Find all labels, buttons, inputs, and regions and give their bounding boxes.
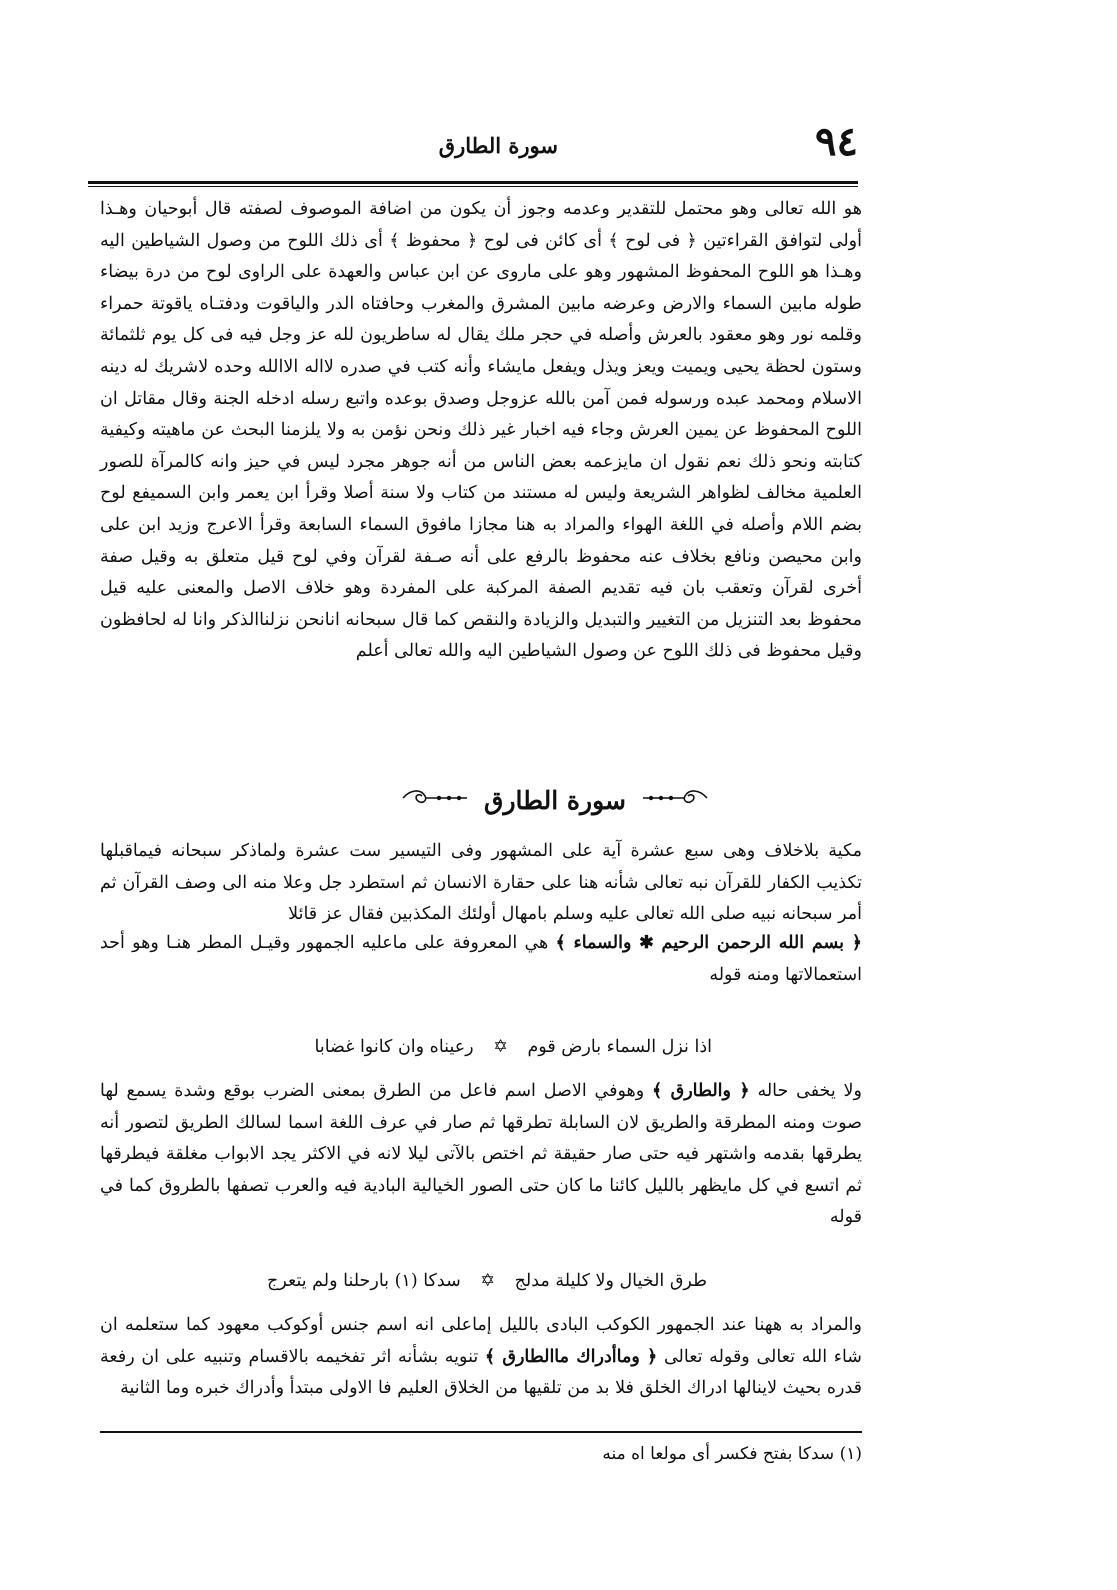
verse-hemistich-first: طرق الخيال ولا كليلة مدلج — [514, 1271, 707, 1291]
poetry-verse — [267, 1266, 707, 1296]
poetry-verse — [315, 1032, 712, 1062]
page-header — [88, 118, 858, 178]
star-paragraph — [100, 1310, 862, 1405]
verse-hemistich-second: رعيناه وان كانوا غضابا — [314, 1037, 474, 1057]
ornament-right-icon — [639, 787, 709, 814]
basmala-commentary: هي المعروفة على ماعليه الجمهور وقيـل المطر هنـا وهو أحد استعمالاتها ومنه قوله — [100, 933, 862, 985]
ornament-left-icon — [401, 787, 471, 814]
commentary-paragraph-top: هو الله تعالى وهو محتمل للتقدير وعدمه وجوز أن يكون من اضافة الموصوف لصفته قال أبوحيان وهـذا أولى لتوافق القراءتين ﴿ فى لوح ﴾ أى كائن فى لوح ﴿ محفوظ ﴾ أى ذلك اللوح من وصول الشياطين اليه وهـذا هو اللوح المحفوظ المشهور وهو على ماروى عن ابن عباس والعهدة على الراوى لوح من درة بيضاء طوله مابين السماء والارض وعرضه مابين المشرق والمغرب وحافتاه الدر والياقوت ودفتـاه ياقوتة حمراء وقلمه نور وهو معقود بالعرش وأصله في حجر ملك يقال له ساطريون لله عز وجل فيه فى كل يوم ثلثمائة وستون لحظة يحيى ويميت ويعز ويذل ويفعل مايشاء وأنه كتب في صدره لااله الاالله وحده لاشريك له دينه الاسلام ومحمد عبده ورسوله فمن آمن بالله عزوجل وصدق بوعده واتبع رسله ادخله الجنة وقال مقاتل ان اللوح المحفوظ عن يمين العرش وجاء فيه اخبار غير ذلك ونحن نؤمن به ولا يلزمنا البحث عن ماهيته وكيفية كتابته ونحو ذلك نعم نقول ان مايزعمه بعض الناس من أنه جوهر مجرد ليس في حيز وانه كالمرآة للصور العلمية مخالف لظواهر الشريعة وليس له مستند من كتاب ولا سنة أصلا وقرأ ابن يعمر وابن السميفع لوح بضم اللام وأصله في اللغة الهواء والمراد به هنا مجازا مافوق السماء السابعة وقرأ الاعرج وزيد ابن على وابن محيصن ونافع بخلاف عنه محفوظ بالرفع على أنه صـفة لقرآن وفي لوح قيل متعلق به وقيل صفة أخرى لقرآن وتعقب بان فيه تقديم الصفة المركبة على المفردة وهو خلاف الاصل والمعنى عليه قيل محفوظ بعد التنزيل من التغيير والتبديل والزيادة والنقص كما قال سبحانه انانحن نزلناالذكر وانا له لحافظون وقيل محفوظ فى ذلك اللوح عن وصول الشياطين اليه والله تعالى أعلم — [100, 199, 862, 662]
quran-quote: ﴿ والطارق ﴾ — [652, 1081, 750, 1101]
star-icon: ✡ — [493, 1037, 508, 1057]
verse-hemistich-second: سدكا (١) بارحلنا ولم يتعرج — [267, 1271, 461, 1291]
surah-heading — [350, 786, 760, 830]
star-icon: ✡ — [480, 1271, 495, 1291]
basmala-paragraph — [100, 928, 862, 991]
header-rule — [88, 181, 858, 184]
surah-intro-paragraph: مكية بلاخلاف وهى سبع عشرة آية على المشهور وفى التيسير ست عشرة ولماذكر سبحانه فيماقبلها تكذيب الكفار للقرآن نبه تعالى شأنه هنا على حقارة الانسان ثم استطرد جل وعلا منه الى وصف القرآن ثم أمر سبحانه نبيه صلى الله تعالى عليه وسلم بامهال أولئك المكذبين فقال عز قائلا — [100, 841, 862, 925]
quran-quote: ﴿ بسم الله الرحمن الرحيم ✱ والسماء ﴾ — [555, 933, 862, 953]
tariq-lead: ولا يخفى حاله — [757, 1081, 862, 1101]
star-lead: والمراد به ههنا عند الجمهور الكوكب البادى بالليل إماعلى انه اسم جنس أوكوكب معهود كما ستعلمه ان شاء الله تعالى وقوله تعالى — [100, 1315, 862, 1367]
quran-quote: ﴿ وماأدراك ماالطارق ﴾ — [484, 1346, 658, 1367]
header-rule-thin — [88, 186, 858, 187]
running-title: سورة الطارق — [438, 133, 558, 158]
footnote: (١) سدكا بفتح فكسر أى مولعا اه منه — [602, 1444, 862, 1464]
verse-hemistich-first: اذا نزل السماء بارض قوم — [527, 1037, 712, 1057]
page-number: ٩٤ — [815, 118, 858, 165]
surah-heading-text: سورة الطارق — [484, 786, 626, 815]
tariq-paragraph — [100, 1076, 862, 1234]
star-commentary: تنويه بشأنه اثر تفخيمه بالاقسام وتنبيه على ان رفعة قدره بحيث لاينالها ادراك الخلق فلا بد من تلقيها من الخلاق العليم فا الاولى مبتدأ وأدراك خبره وما الثانية — [100, 1346, 862, 1399]
footnote-rule — [100, 1431, 862, 1433]
tariq-commentary: وهوفي الاصل اسم فاعل من الطرق بمعنى الضرب بوقع وشدة يسمع لها صوت ومنه المطرقة والطريق لان السابلة تطرقها ثم صار في عرف اللغة اسما لسالك الطريق لتصور أنه يطرقها بقدمه واشتهر فيه حتى صار حقيقة ثم اختص بالآتى ليلا لانه في الاكثر يجد الابواب مغلقة فيطرقها ثم اتسع في كل مايظهر بالليل كائنا ما كان حتى الصور الخيالية البادية فيه والعرب تصفها بالطروق كما في قوله — [100, 1081, 862, 1228]
